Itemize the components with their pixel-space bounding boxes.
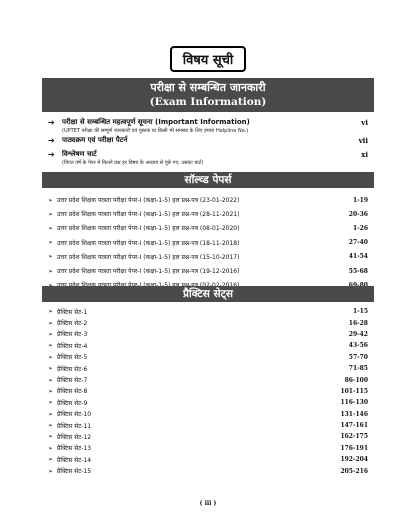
page-number: 147-161 bbox=[340, 422, 368, 430]
list-item[interactable] bbox=[48, 340, 374, 351]
chevron-right-icon: ➢ bbox=[48, 330, 54, 338]
list-item[interactable] bbox=[48, 264, 374, 278]
exam-info-heading: परीक्षा से सम्बन्धित जानकारी bbox=[150, 81, 266, 94]
list-item[interactable] bbox=[48, 236, 374, 250]
list-item[interactable] bbox=[48, 317, 374, 328]
list-item[interactable] bbox=[48, 221, 374, 235]
list-item[interactable] bbox=[48, 431, 374, 442]
page-number: 162-175 bbox=[340, 433, 368, 441]
list-item-label: प्रैक्टिस सेट-10 bbox=[57, 411, 92, 419]
page-number: 43-56 bbox=[348, 342, 368, 350]
page-number: 41-54 bbox=[348, 253, 368, 261]
list-item-label: प्रैक्टिस सेट-14 bbox=[57, 456, 92, 464]
list-item-label: प्रैक्टिस सेट-5 bbox=[57, 354, 88, 362]
page-number: 29-42 bbox=[348, 330, 368, 338]
list-item-label: प्रैक्टिस सेट-4 bbox=[57, 342, 88, 350]
list-item-label: प्रैक्टिस सेट-11 bbox=[57, 422, 92, 430]
info-item-label: विश्लेषण चार्ट bbox=[62, 150, 97, 158]
chevron-right-icon: ➢ bbox=[48, 253, 54, 261]
chevron-right-icon: ➢ bbox=[48, 444, 54, 452]
page-number: xi bbox=[361, 150, 368, 159]
info-item-label: परीक्षा से सम्बन्धित महत्वपूर्ण सूचना (Important Information) bbox=[62, 118, 250, 126]
list-item[interactable] bbox=[48, 420, 374, 431]
chevron-right-icon: ➢ bbox=[48, 239, 54, 247]
chevron-right-icon: ➢ bbox=[48, 196, 54, 204]
chevron-right-icon: ➢ bbox=[48, 387, 54, 395]
list-item-label: प्रैक्टिस सेट-6 bbox=[57, 365, 88, 373]
list-item[interactable] bbox=[48, 352, 374, 363]
list-item[interactable] bbox=[48, 306, 374, 317]
list-item[interactable] bbox=[48, 409, 374, 420]
list-item[interactable] bbox=[48, 374, 374, 385]
list-item-label: उत्तर प्रदेश शिक्षक पात्रता परीक्षा पेपर-I (कक्षा-1-5) हल प्रश्न-पत्र (08-01-2020) bbox=[57, 225, 240, 233]
page-number: 116-130 bbox=[340, 399, 368, 407]
list-item-label: उत्तर प्रदेश शिक्षक पात्रता परीक्षा पेपर-I (कक्षा-1-5) हल प्रश्न-पत्र (19-12-2016) bbox=[57, 268, 240, 276]
practice-sets-banner: प्रैक्टिस सेट्स bbox=[42, 286, 374, 302]
chevron-right-icon: ➢ bbox=[48, 319, 54, 327]
chevron-right-icon: ➢ bbox=[48, 365, 54, 373]
page-number: vi bbox=[361, 118, 368, 127]
solved-papers-list bbox=[48, 193, 374, 292]
info-item-analysis-chart[interactable] bbox=[48, 150, 374, 166]
list-item-label: उत्तर प्रदेश शिक्षक पात्रता परीक्षा पेपर-I (कक्षा-1-5) हल प्रश्न-पत्र (15-10-2017) bbox=[57, 253, 240, 261]
page-number: vii bbox=[358, 136, 368, 145]
exam-info-banner bbox=[42, 78, 374, 112]
chevron-right-icon: ➢ bbox=[48, 267, 54, 275]
list-item-label: प्रैक्टिस सेट-13 bbox=[57, 445, 92, 453]
chevron-right-icon: ➢ bbox=[48, 342, 54, 350]
page-number: 101-115 bbox=[340, 387, 368, 395]
chevron-right-icon: ➢ bbox=[48, 433, 54, 441]
list-item-label: प्रैक्टिस सेट-15 bbox=[57, 468, 92, 476]
chevron-right-icon: ➢ bbox=[48, 410, 54, 418]
chevron-right-icon: ➢ bbox=[48, 399, 54, 407]
arrow-icon: ➔ bbox=[48, 118, 55, 127]
page-number: 27-40 bbox=[348, 239, 368, 247]
list-item[interactable] bbox=[48, 386, 374, 397]
chevron-right-icon: ➢ bbox=[48, 224, 54, 232]
list-item-label: प्रैक्टिस सेट-8 bbox=[57, 388, 88, 396]
page-number: 192-204 bbox=[340, 456, 368, 464]
chevron-right-icon: ➢ bbox=[48, 376, 54, 384]
arrow-icon: ➔ bbox=[48, 136, 55, 145]
page-number: 71-85 bbox=[348, 365, 368, 373]
list-item[interactable] bbox=[48, 465, 374, 476]
list-item-label: प्रैक्टिस सेट-12 bbox=[57, 433, 92, 441]
page-title: विषय सूची bbox=[170, 46, 246, 72]
info-item-label: पाठ्यक्रम एवं परीक्षा पैटर्न bbox=[62, 136, 128, 144]
list-item[interactable] bbox=[48, 454, 374, 465]
page-number: 1-26 bbox=[352, 224, 368, 232]
list-item[interactable] bbox=[48, 363, 374, 374]
list-item-label: प्रैक्टिस सेट-9 bbox=[57, 399, 88, 407]
list-item-label: उत्तर प्रदेश शिक्षक पात्रता परीक्षा पेपर-I (कक्षा-1-5) हल प्रश्न-पत्र (23-01-2022) bbox=[57, 197, 240, 205]
list-item[interactable] bbox=[48, 397, 374, 408]
list-item[interactable] bbox=[48, 250, 374, 264]
info-item-syllabus[interactable] bbox=[48, 136, 374, 145]
list-item[interactable] bbox=[48, 193, 374, 207]
chevron-right-icon: ➢ bbox=[48, 456, 54, 464]
list-item[interactable] bbox=[48, 207, 374, 221]
list-item-label: उत्तर प्रदेश शिक्षक पात्रता परीक्षा पेपर-I (कक्षा-1-5) हल प्रश्न-पत्र (28-11-2021) bbox=[57, 211, 240, 219]
list-item-label: उत्तर प्रदेश शिक्षक पात्रता परीक्षा पेपर-I (कक्षा-1-5) हल प्रश्न-पत्र (18-11-2018) bbox=[57, 239, 240, 247]
chevron-right-icon: ➢ bbox=[48, 353, 54, 361]
list-item[interactable] bbox=[48, 329, 374, 340]
info-item-desc: (विगत वर्ष के पेपर में कितने प्रश्न हर विषय के अध्याय से पूछे गए, उसका चार्ट) bbox=[62, 160, 204, 166]
list-item[interactable] bbox=[48, 443, 374, 454]
page-number: 1-15 bbox=[352, 308, 368, 316]
page-number: 176-191 bbox=[340, 444, 368, 452]
page-number: 20-36 bbox=[348, 210, 368, 218]
page-number: 131-146 bbox=[340, 410, 368, 418]
page-number: 16-28 bbox=[348, 319, 368, 327]
page-number: 57-70 bbox=[348, 353, 368, 361]
list-item-label: प्रैक्टिस सेट-3 bbox=[57, 331, 88, 339]
info-item-important[interactable] bbox=[48, 118, 374, 134]
list-item-label: प्रैक्टिस सेट-7 bbox=[57, 377, 88, 385]
chevron-right-icon: ➢ bbox=[48, 210, 54, 218]
page-footer-number: ( iii ) bbox=[199, 500, 217, 507]
practice-sets-list bbox=[48, 306, 374, 477]
chevron-right-icon: ➢ bbox=[48, 308, 54, 316]
list-item-label: प्रैक्टिस सेट-2 bbox=[57, 320, 88, 328]
chevron-right-icon: ➢ bbox=[48, 422, 54, 430]
solved-papers-banner: सॉल्व्ड पेपर्स bbox=[42, 172, 374, 188]
arrow-icon: ➔ bbox=[48, 150, 55, 159]
list-item-label: प्रैक्टिस सेट-1 bbox=[57, 308, 88, 316]
page-number: 1-19 bbox=[352, 196, 368, 204]
info-item-desc: (UPTET परीक्षा की सम्पूर्ण जानकारी एवं पुस्तक या किसी भी समस्या के लिए हमारा Helpline No.) bbox=[62, 128, 249, 134]
page-number: 205-216 bbox=[340, 467, 368, 475]
chevron-right-icon: ➢ bbox=[48, 467, 54, 475]
page-number: 55-68 bbox=[348, 267, 368, 275]
exam-info-subheading: (Exam Information) bbox=[149, 96, 267, 108]
page-number: 86-100 bbox=[344, 376, 368, 384]
